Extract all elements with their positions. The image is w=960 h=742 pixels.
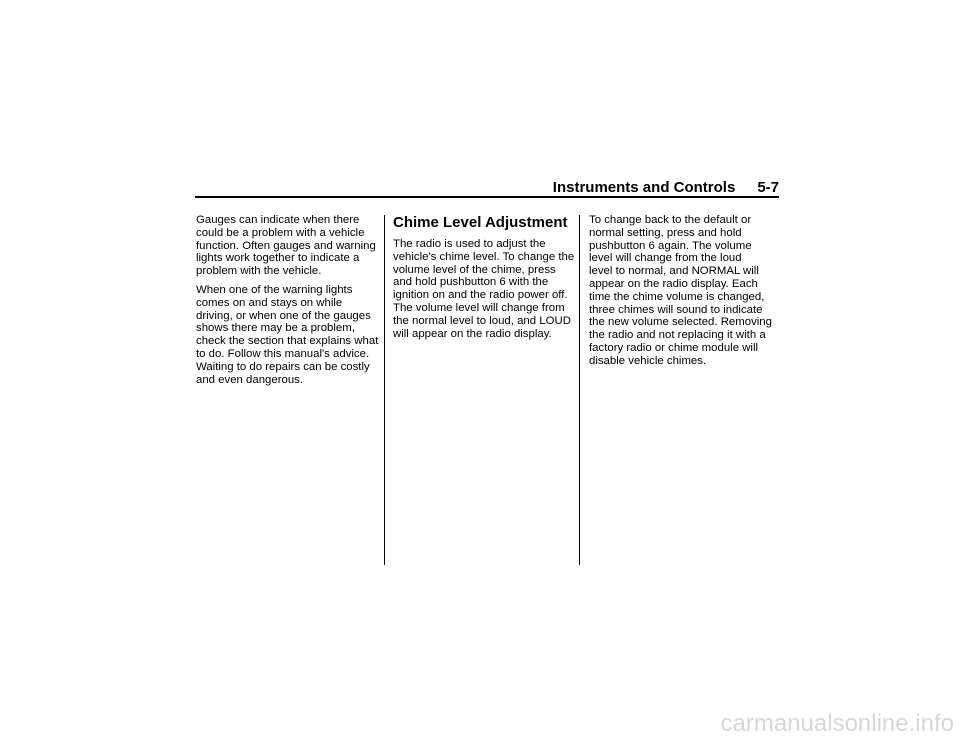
text-line: disable vehicle chimes. — [589, 354, 707, 367]
text-line: factory radio or chime module will — [589, 341, 759, 354]
text-line: driving, or when one of the gauges — [196, 309, 371, 322]
text-line: shows there may be a problem, — [196, 322, 355, 335]
text-line: three chimes will sound to indicate — [589, 303, 763, 316]
text-line: will appear on the radio display. — [393, 327, 552, 340]
header-rule — [195, 196, 779, 198]
text-line: appear on the radio display. Each — [589, 277, 758, 290]
text-line: comes on and stays on while — [196, 296, 343, 309]
column-divider — [579, 215, 580, 565]
header-text — [553, 178, 779, 198]
paragraph — [393, 238, 573, 340]
text-line: The volume level will change from — [393, 301, 565, 314]
text-line: Gauges can indicate when there — [196, 214, 360, 226]
text-line: The radio is used to adjust the — [393, 238, 546, 250]
paragraph — [196, 283, 379, 386]
text-line: the normal level to loud, and LOUD — [393, 314, 571, 327]
text-line: pushbutton 6 again. The volume — [589, 239, 752, 252]
text-line: When one of the warning lights — [196, 283, 353, 296]
column-3 — [589, 214, 774, 374]
text-line: the radio and not replacing it with a — [589, 329, 766, 342]
text-line: the new volume selected. Removing — [589, 316, 772, 329]
text-line: could be a problem with a vehicle — [196, 226, 365, 239]
column-1 — [196, 214, 379, 392]
text-line: and hold pushbutton 6 with the — [393, 276, 549, 289]
text-line: level to normal, and NORMAL will — [589, 265, 759, 278]
text-line: vehicle's chime level. To change the — [393, 250, 575, 263]
text-line: to do. Follow this manual's advice. — [196, 347, 370, 360]
watermark-text: carmanualsonline.info — [720, 710, 954, 737]
page-header — [195, 178, 779, 198]
text-line: lights work together to indicate a — [196, 252, 360, 265]
text-line: level will change from the loud — [589, 252, 742, 265]
column-divider — [384, 215, 385, 565]
section-heading: Chime Level Adjustment — [393, 214, 568, 231]
text-line: time the chime volume is changed, — [589, 290, 765, 303]
section-title: Instruments and Controls — [552, 179, 736, 196]
text-line: To change back to the default or — [589, 214, 752, 226]
text-line: ignition on and the radio power off. — [393, 289, 568, 302]
text-line: normal setting, press and hold — [589, 226, 742, 239]
paragraph — [589, 214, 774, 368]
column-2 — [393, 214, 573, 346]
text-line: check the section that explains what — [196, 335, 379, 348]
paragraph — [196, 214, 376, 278]
text-line: problem with the vehicle. — [196, 265, 322, 278]
text-line: and even dangerous. — [196, 373, 304, 386]
text-line: volume level of the chime, press — [393, 263, 556, 276]
text-line: function. Often gauges and warning — [196, 239, 376, 252]
page-number: 5-7 — [757, 179, 779, 196]
text-line: Waiting to do repairs can be costly — [196, 360, 370, 373]
